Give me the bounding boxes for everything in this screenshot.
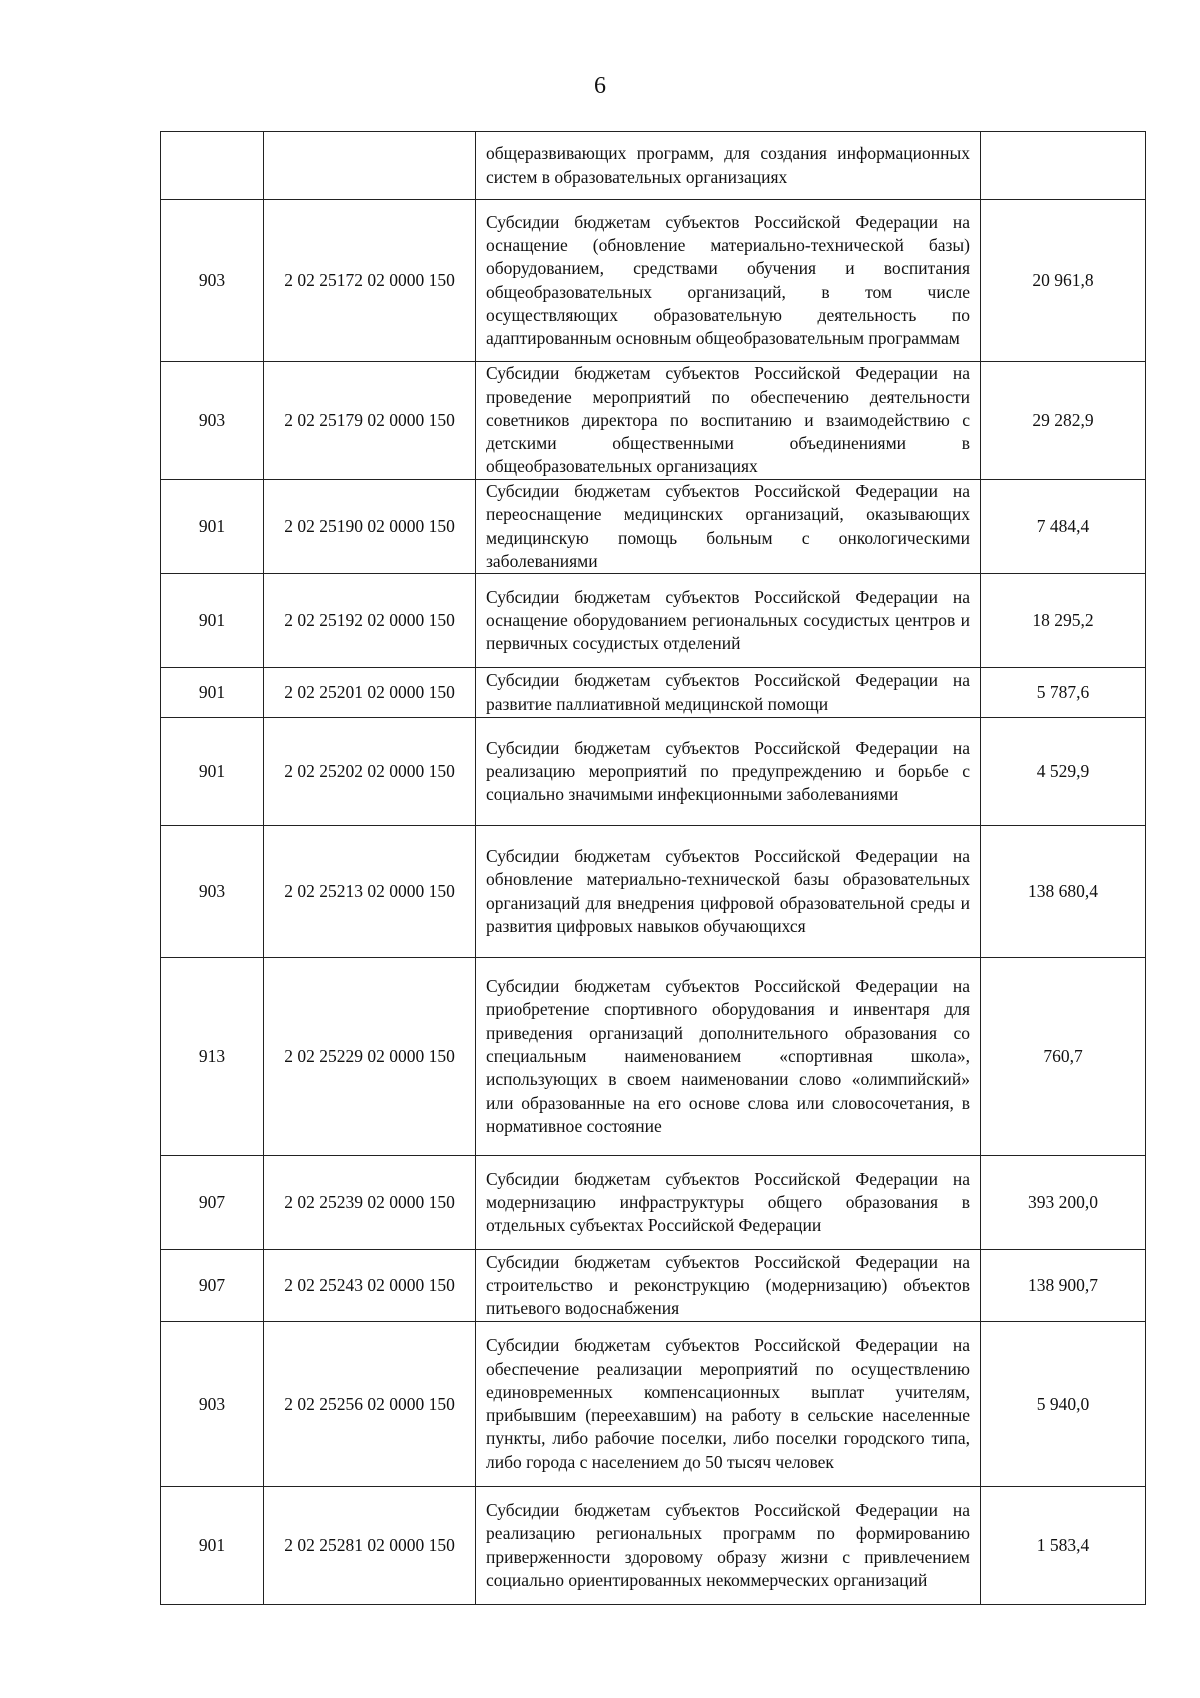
admin-code-cell: 901 (161, 480, 264, 574)
table-row (161, 718, 1146, 826)
budget-code-cell: 2 02 25229 02 0000 150 (264, 958, 476, 1156)
table-row (161, 1487, 1146, 1605)
amount-cell: 20 961,8 (981, 200, 1146, 362)
budget-code-cell: 2 02 25256 02 0000 150 (264, 1322, 476, 1487)
table-row (161, 958, 1146, 1156)
table-row (161, 1156, 1146, 1250)
admin-code-cell: 903 (161, 362, 264, 480)
description-cell: Субсидии бюджетам субъектов Российской Федерации на обеспечение реализации мероприятий по осуществлению единовременных компенсационных выплат учителям, прибывшим (переехавшим) на работу в сельские населенные пункты, либо рабочие поселки, либо поселки городского типа, либо города с населением до 50 тысяч человек (476, 1322, 981, 1487)
description-cell: Субсидии бюджетам субъектов Российской Федерации на реализацию мероприятий по предупреждению и борьбе с социально значимыми инфекционными заболеваниями (476, 718, 981, 826)
description-cell: Субсидии бюджетам субъектов Российской Федерации на реализацию региональных программ по формированию приверженности здоровому образу жизни с привлечением социально ориентированных некоммерческих организаций (476, 1487, 981, 1605)
description-cell: Субсидии бюджетам субъектов Российской Федерации на переоснащение медицинских организаций, оказывающих медицинскую помощь больным с онкологическими заболеваниями (476, 480, 981, 574)
budget-code-cell: 2 02 25239 02 0000 150 (264, 1156, 476, 1250)
table-row (161, 200, 1146, 362)
table-row (161, 826, 1146, 958)
description-cell: Субсидии бюджетам субъектов Российской Федерации на развитие паллиативной медицинской помощи (476, 668, 981, 718)
amount-cell: 4 529,9 (981, 718, 1146, 826)
amount-cell: 1 583,4 (981, 1487, 1146, 1605)
table-row (161, 480, 1146, 574)
description-cell: Субсидии бюджетам субъектов Российской Федерации на оснащение (обновление материально-технической базы) оборудованием, средствами обучения и воспитания общеобразовательных организаций, в том числе осуществляющих образовательную деятельность по адаптированным основным общеобразовательным программам (476, 200, 981, 362)
admin-code-cell: 901 (161, 574, 264, 668)
description-cell: общеразвивающих программ, для создания информационных систем в образовательных организациях (476, 132, 981, 200)
admin-code-cell: 901 (161, 718, 264, 826)
description-cell: Субсидии бюджетам субъектов Российской Федерации на обновление материально-технической базы образовательных организаций для внедрения цифровой образовательной среды и развития цифровых навыков обучающихся (476, 826, 981, 958)
budget-code-cell: 2 02 25201 02 0000 150 (264, 668, 476, 718)
table-row (161, 1322, 1146, 1487)
amount-cell: 18 295,2 (981, 574, 1146, 668)
admin-code-cell: 901 (161, 668, 264, 718)
budget-code-cell: 2 02 25243 02 0000 150 (264, 1250, 476, 1322)
admin-code-cell: 903 (161, 826, 264, 958)
budget-code-cell: 2 02 25192 02 0000 150 (264, 574, 476, 668)
amount-cell: 5 940,0 (981, 1322, 1146, 1487)
admin-code-cell: 901 (161, 1487, 264, 1605)
amount-cell: 393 200,0 (981, 1156, 1146, 1250)
description-cell: Субсидии бюджетам субъектов Российской Федерации на строительство и реконструкцию (модернизацию) объектов питьевого водоснабжения (476, 1250, 981, 1322)
admin-code-cell: 907 (161, 1156, 264, 1250)
admin-code-cell (161, 132, 264, 200)
description-cell: Субсидии бюджетам субъектов Российской Федерации на модернизацию инфраструктуры общего образования в отдельных субъектах Российской Федерации (476, 1156, 981, 1250)
budget-code-cell: 2 02 25190 02 0000 150 (264, 480, 476, 574)
amount-cell (981, 132, 1146, 200)
description-cell: Субсидии бюджетам субъектов Российской Федерации на оснащение оборудованием региональных сосудистых центров и первичных сосудистых отделений (476, 574, 981, 668)
amount-cell: 29 282,9 (981, 362, 1146, 480)
revenue-table (160, 131, 1146, 1605)
admin-code-cell: 903 (161, 200, 264, 362)
table-row (161, 132, 1146, 200)
description-cell: Субсидии бюджетам субъектов Российской Федерации на приобретение спортивного оборудования и инвентаря для приведения организаций дополнительного образования со специальным наименованием «спортивная школа», использующих в своем наименовании слово «олимпийский» или образованные на его основе слова или словосочетания, в нормативное состояние (476, 958, 981, 1156)
admin-code-cell: 907 (161, 1250, 264, 1322)
amount-cell: 138 680,4 (981, 826, 1146, 958)
amount-cell: 5 787,6 (981, 668, 1146, 718)
budget-code-cell: 2 02 25213 02 0000 150 (264, 826, 476, 958)
table-row (161, 668, 1146, 718)
budget-code-cell: 2 02 25281 02 0000 150 (264, 1487, 476, 1605)
amount-cell: 7 484,4 (981, 480, 1146, 574)
table-row (161, 362, 1146, 480)
budget-code-cell (264, 132, 476, 200)
page-number: 6 (594, 73, 606, 99)
amount-cell: 760,7 (981, 958, 1146, 1156)
budget-code-cell: 2 02 25179 02 0000 150 (264, 362, 476, 480)
amount-cell: 138 900,7 (981, 1250, 1146, 1322)
table-row (161, 1250, 1146, 1322)
budget-code-cell: 2 02 25172 02 0000 150 (264, 200, 476, 362)
budget-code-cell: 2 02 25202 02 0000 150 (264, 718, 476, 826)
admin-code-cell: 913 (161, 958, 264, 1156)
admin-code-cell: 903 (161, 1322, 264, 1487)
description-cell: Субсидии бюджетам субъектов Российской Федерации на проведение мероприятий по обеспечению деятельности советников директора по воспитанию и взаимодействию с детскими общественными объединениями в общеобразовательных организациях (476, 362, 981, 480)
table-row (161, 574, 1146, 668)
